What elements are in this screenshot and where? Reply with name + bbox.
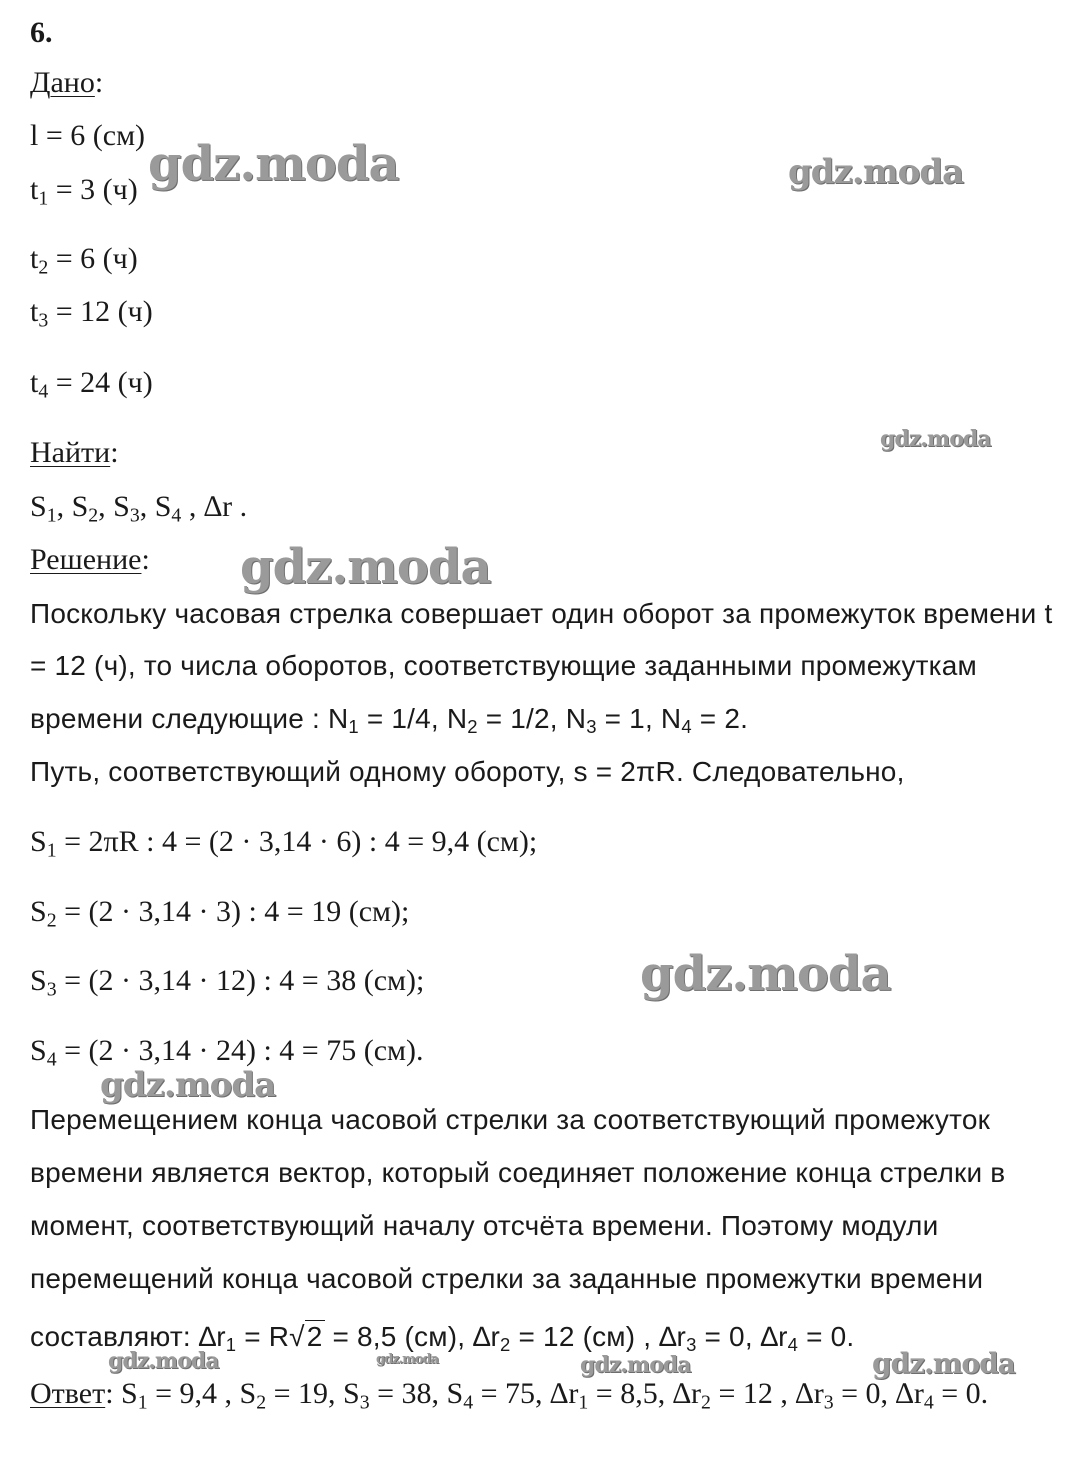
watermark: gdz.moda — [872, 1347, 1015, 1380]
watermark: gdz.moda — [788, 152, 964, 192]
equation-s2: $S_2 = (2 \cdot 3,14 \cdot 3)$ : 4 = 19 (см); — [30, 895, 410, 932]
answer-line: Ответ: $S_1 = 9,4$ , $S_2 = 19$, $S_3 = 38$, $S_4 = 75$, $\Delta r_1 = 8,5$, $\Delta r_2 = 12$ , $\Delta r_3 = 0$, $\Delta r_4 = 0$. — [30, 1377, 989, 1414]
watermark: gdz.moda — [108, 1348, 219, 1374]
solution-text-line: времени является вектор, который соединяет положение конца стрелки в — [30, 1157, 1006, 1188]
watermark: gdz.moda — [640, 946, 891, 1002]
problem-number: 6. — [30, 16, 53, 49]
solution-text-line: составляют: $\Delta r_1 = R√2 = 8,5$ (см), $\Delta r_2 = 12$ (см) , $\Delta r_3 = 0$, $\Delta r_4 = 0$. — [30, 1321, 855, 1356]
watermark: gdz.moda — [100, 1065, 276, 1105]
solution-text-line: момент, соответствующий началу отсчёта времени. Поэтому модули — [30, 1210, 939, 1241]
equation-s3: $S_3 = (2 \cdot 3,14 \cdot 12)$ : 4 = 38 (см); — [30, 964, 425, 1001]
given-item: $t_2 = 6$ (ч) — [30, 242, 138, 279]
watermark: gdz.moda — [148, 136, 399, 192]
watermark: gdz.moda — [580, 1352, 691, 1378]
given-item: $t_4 = 24$ (ч) — [30, 366, 153, 403]
equation-s1: $S_1 = 2\pi R$ : 4 = (2 · 3,14 · 6) : 4 = 9,4 (см); — [30, 825, 538, 862]
solution-text-line: = 12 (ч), то числа оборотов, соответствующие заданными промежуткам — [30, 650, 977, 681]
solution-text-line: времени следующие : $N_1 = 1/4$, $N_2 = 1/2$, $N_3 = 1$, $N_4 = 2$. — [30, 703, 749, 738]
watermark: gdz.moda — [240, 539, 491, 595]
solution-text-line: Поскольку часовая стрелка совершает один оборот за промежуток времени t — [30, 598, 1053, 629]
square-root: √2 — [289, 1321, 323, 1352]
watermark: gdz.moda — [880, 426, 991, 452]
solution-heading: Решение: — [30, 543, 150, 576]
solution-text-line: Перемещением конца часовой стрелки за соответствующий промежуток — [30, 1104, 991, 1135]
equation-s4: $S_4 = (2 \cdot 3,14 \cdot 24)$ : 4 = 75 (см). — [30, 1034, 424, 1071]
find-items: $S_1$, $S_2$, $S_3$, $S_4$ , ∆r . — [30, 490, 248, 527]
watermark: gdz.moda — [376, 1352, 439, 1367]
solution-text-line: Путь, соответствующий одному обороту, s = 2πR. Следовательно, — [30, 756, 905, 787]
find-heading: Найти: — [30, 436, 119, 469]
given-item: l = 6 (см) — [30, 119, 146, 152]
solution-text-line: перемещений конца часовой стрелки за заданные промежутки времени — [30, 1263, 984, 1294]
given-item: $t_3 = 12$ (ч) — [30, 295, 153, 332]
given-heading: Дано: — [30, 66, 104, 99]
given-item: $t_1 = 3$ (ч) — [30, 173, 138, 210]
